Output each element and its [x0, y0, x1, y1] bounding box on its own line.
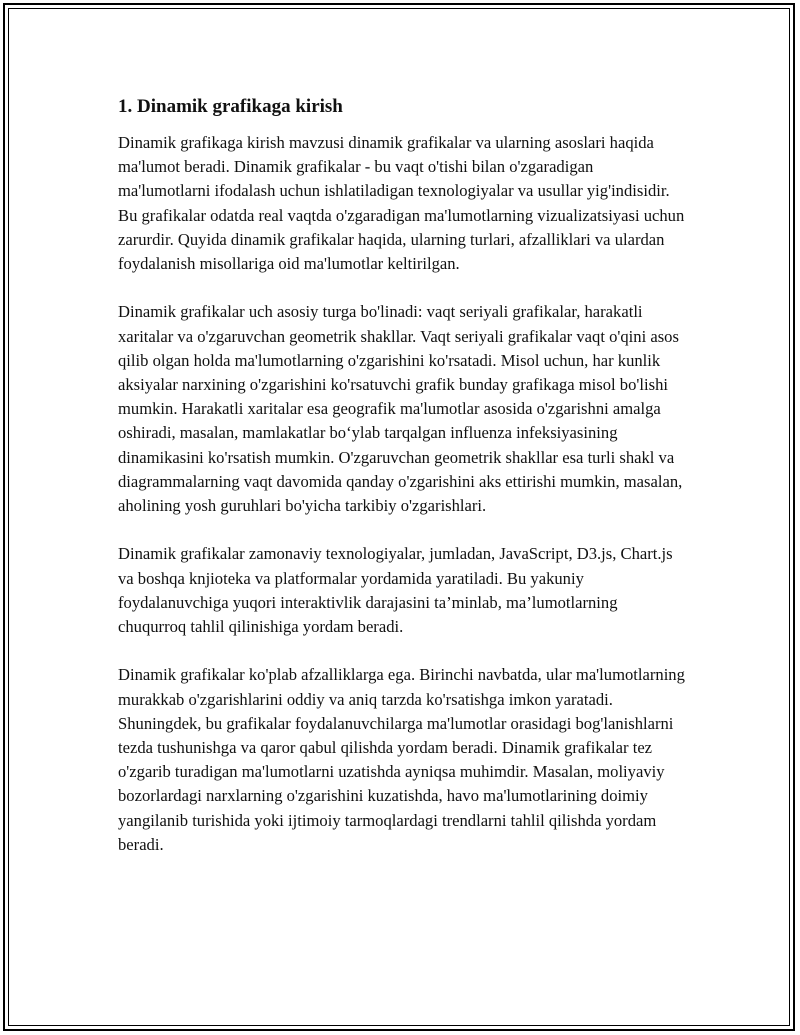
section-heading: 1. Dinamik grafikaga kirish: [118, 96, 343, 117]
document-body: [118, 95, 688, 881]
paragraph-intro: Dinamik grafikaga kirish mavzusi dinamik grafikalar va ularning asoslari haqida ma'lumot beradi. Dinamik grafikalar - bu vaqt o'tishi bilan o'zgaradigan ma'lumotlarni ifodalash uchun ishlatiladigan texnologiyalar va usullar yig'indisidir. Bu grafikalar odatda real vaqtda o'zgaradigan ma'lumotlarning vizualizatsiyasi uchun zarurdir. Quyida dinamik grafikalar haqida, ularning turlari, afzalliklari va ulardan foydalanish misollariga oid ma'lumotlar keltirilgan.: [118, 133, 685, 274]
paragraph-technologies: Dinamik grafikalar zamonaviy texnologiyalar, jumladan, JavaScript, D3.js, Chart.js va boshqa knjioteka va platformalar yordamida yaratiladi. Bu yakuniy foydalanuvchiga yuqori interaktivlik darajasini ta’minlab, ma’lumotlarning chuqurroq tahlil qilinishiga yordam beradi.: [118, 544, 673, 637]
paragraph-types: Dinamik grafikalar uch asosiy turga bo'linadi: vaqt seriyali grafikalar, harakatli xaritalar va o'zgaruvchan geometrik shakllar. Vaqt seriyali grafikalar vaqt o'qini asos qilib olgan holda ma'lumotlarning o'zgarishini ko'rsatadi. Misol uchun, har kunlik aksiyalar narxining o'zgarishini ko'rsatuvchi grafik bunday grafikaga misol bo'lishi mumkin. Harakatli xaritalar esa geografik ma'lumotlar asosida o'zgarishni amalga oshiradi, masalan, mamlakatlar bo‘ylab tarqalgan influenza infeksiyasining dinamikasini ko'rsatish mumkin. O'zgaruvchan geometrik shakllar esa turli shakl va diagrammalarning vaqt davomida qanday o'zgarishini aks ettirishi mumkin, masalan, aholining yosh guruhlari bo'yicha tarkibiy o'zgarishlari.: [118, 302, 683, 516]
paragraph-advantages: Dinamik grafikalar ko'plab afzalliklarga ega. Birinchi navbatda, ular ma'lumotlarning murakkab o'zgarishlarini oddiy va aniq tarzda ko'rsatishga imkon yaratadi. Shuningdek, bu grafikalar foydalanuvchilarga ma'lumotlar orasidagi bog'lanishlarni tezda tushunishga va qaror qabul qilishda yordam beradi. Dinamik grafikalar tez o'zgarib turadigan ma'lumotlarni uzatishda ayniqsa muhimdir. Masalan, moliyaviy bozorlardagi narxlarning o'zgarishini kuzatishda, havo ma'lumotlarining doimiy yangilanib turishida yoki ijtimoiy tarmoqlardagi trendlarni tahlil qilishda yordam beradi.: [118, 665, 685, 854]
